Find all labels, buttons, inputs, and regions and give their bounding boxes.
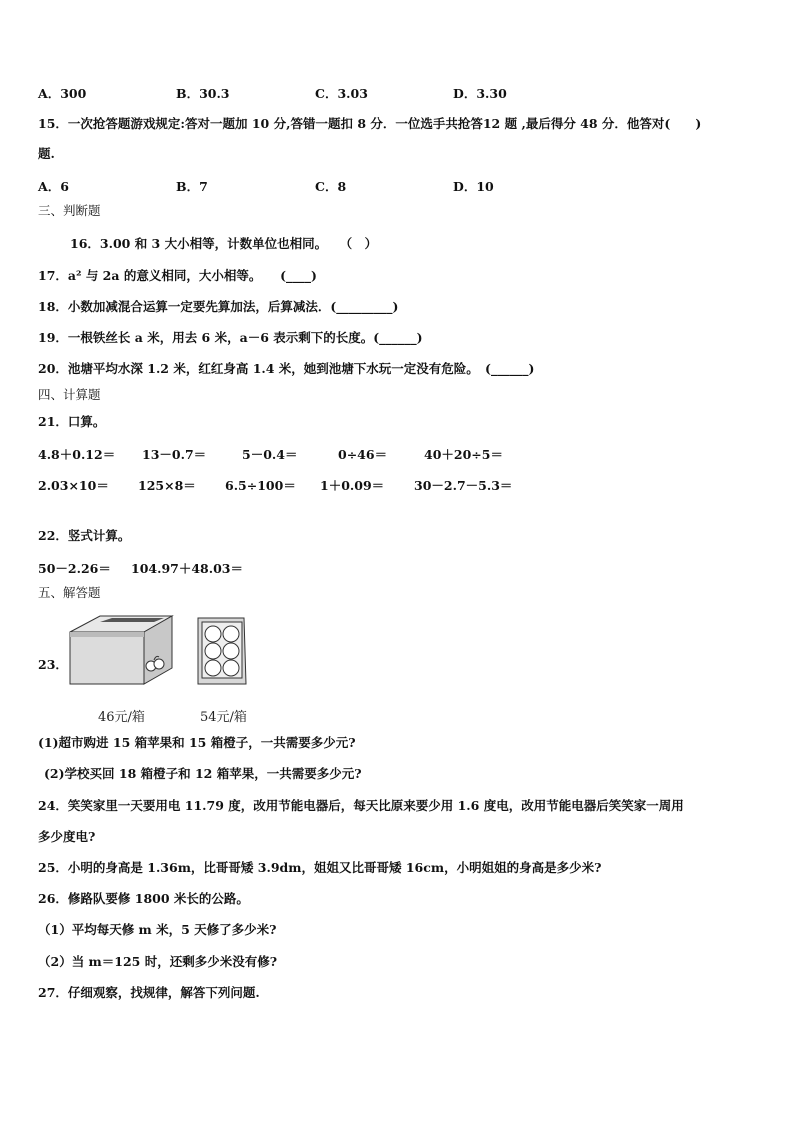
question-24: 24．笑笑家里一天要用电 11.79 度，改用节能电器后，每天比原来要少用 1.6 度电，改用节能电器后笑笑家一周用: [38, 798, 684, 813]
q14-option-c: C．3.03: [315, 86, 368, 101]
question-18: 18．小数加减混合运算一定要先算加法，后算减法．(_________): [38, 299, 399, 314]
oral-calc-item: 6.5÷100＝: [225, 478, 296, 493]
section-calculation-heading: 四、计算题: [38, 387, 101, 402]
oral-calc-item: 13－0.7＝: [142, 447, 207, 462]
question-25: 25．小明的身高是 1.36m，比哥哥矮 3.9dm，姐姐又比哥哥矮 16cm，小明姐姐的身高是多少米?: [38, 860, 602, 875]
question-21: 21．口算。: [38, 414, 106, 429]
q14-option-b: B．30.3: [176, 86, 230, 101]
question-17: 17．a² 与 2a 的意义相同，大小相等。 (____): [38, 268, 317, 283]
vertical-calc-item: 50－2.26＝: [38, 561, 111, 576]
question-24-continued: 多少度电?: [38, 829, 96, 844]
oral-calc-item: 40＋20÷5＝: [424, 447, 503, 462]
q15-option-d: D．10: [453, 179, 494, 194]
orange-box-illustration: [196, 612, 248, 686]
question-23-part-1: (1)超市购进 15 箱苹果和 15 箱橙子，一共需要多少元?: [38, 735, 356, 750]
oral-calc-item: 5－0.4＝: [242, 447, 298, 462]
question-26: 26．修路队要修 1800 米长的公路。: [38, 891, 249, 906]
section-solution-heading: 五、解答题: [38, 585, 101, 600]
question-19: 19．一根铁丝长 a 米，用去 6 米，a－6 表示剩下的长度。(______): [38, 330, 423, 345]
question-15-continued: 题.: [38, 146, 55, 161]
q14-option-d: D．3.30: [453, 86, 507, 101]
question-15: 15．一次抢答题游戏规定:答对一题加 10 分,答错一题扣 8 分．一位选手共抢答12 题 ,最后得分 48 分．他答对( ): [38, 116, 702, 131]
q14-option-a: A．300: [38, 86, 87, 101]
oral-calc-item: 2.03×10＝: [38, 478, 109, 493]
question-23-number: 23．: [38, 657, 68, 672]
section-judgement-heading: 三、判断题: [38, 203, 101, 218]
apple-price-label: 46元/箱: [98, 710, 145, 725]
oral-calc-item: 0÷46＝: [338, 447, 388, 462]
question-23-part-2: (2)学校买回 18 箱橙子和 12 箱苹果，一共需要多少元?: [44, 766, 362, 781]
vertical-calc-item: 104.97＋48.03＝: [131, 561, 243, 576]
oral-calc-item: 1＋0.09＝: [320, 478, 385, 493]
question-16: 16．3.00 和 3 大小相等，计数单位也相同。 （ ）: [70, 236, 378, 251]
q15-option-c: C．8: [315, 179, 347, 194]
question-20: 20．池塘平均水深 1.2 米，红红身高 1.4 米，她到池塘下水玩一定没有危险。 (______): [38, 361, 535, 376]
apple-box-illustration: [68, 612, 174, 690]
oral-calc-item: 30－2.7－5.3＝: [414, 478, 513, 493]
q15-option-b: B．7: [176, 179, 208, 194]
question-26-part-1: （1）平均每天修 m 米，5 天修了多少米?: [38, 922, 277, 937]
oral-calc-item: 4.8＋0.12＝: [38, 447, 116, 462]
question-22: 22．竖式计算。: [38, 528, 131, 543]
question-26-part-2: （2）当 m＝125 时，还剩多少米没有修?: [38, 954, 278, 969]
q15-option-a: A．6: [38, 179, 69, 194]
question-27: 27．仔细观察，找规律，解答下列问题.: [38, 985, 260, 1000]
oral-calc-item: 125×8＝: [138, 478, 196, 493]
orange-price-label: 54元/箱: [200, 710, 247, 725]
